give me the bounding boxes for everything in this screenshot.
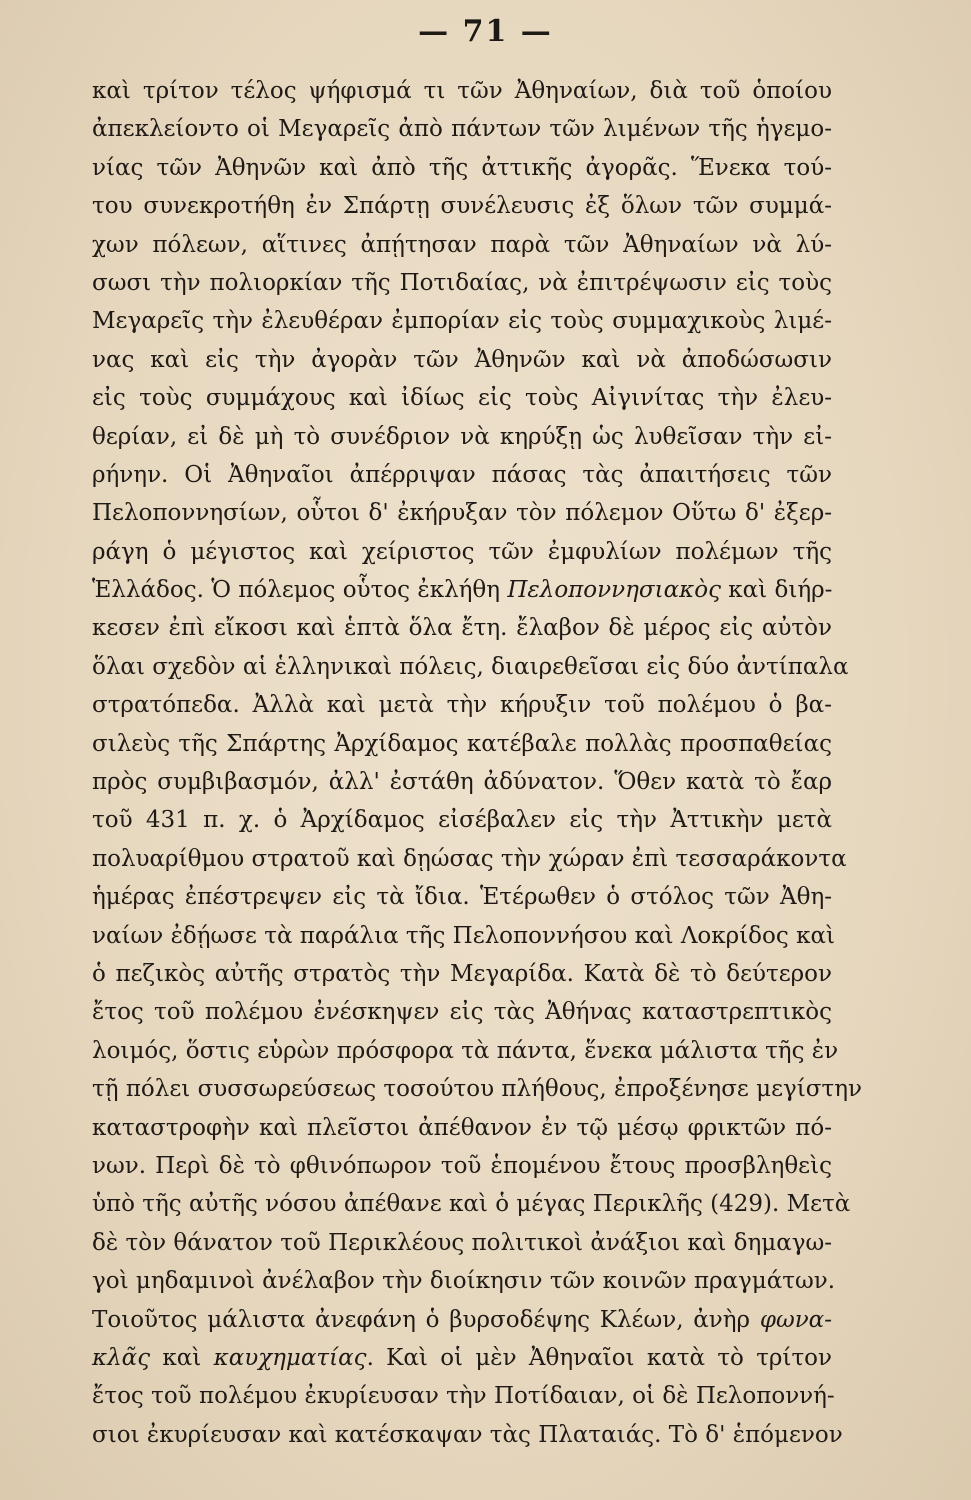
- text-line: πρὸς συμβιβασμόν, ἀλλ' ἐστάθη ἀδύνατον. Ὅθεν κατὰ τὸ ἔαρ: [92, 769, 832, 796]
- text-line: στρατόπεδα. Ἀλλὰ καὶ μετὰ τὴν κήρυξιν τοῦ πολέμου ὁ βα-: [92, 692, 832, 719]
- text-line: Ἑλλάδος. Ὁ πόλεμος οὗτος ἐκλήθη Πελοποννησιακὸς καὶ διήρ-: [92, 577, 833, 604]
- text-line: δὲ τὸν θάνατον τοῦ Περικλέους πολιτικοὶ ἀνάξιοι καὶ δημαγω-: [92, 1229, 832, 1256]
- text-line: λοιμός, ὅστις εὑρὼν πρόσφορα τὰ πάντα, ἕνεκα μάλιστα τῆς ἐν: [92, 1037, 839, 1064]
- text-line: καὶ τρίτον τέλος ψήφισμά τι τῶν Ἀθηναίων, διὰ τοῦ ὁποίου: [92, 78, 832, 104]
- text-line: ὁ πεζικὸς αὐτῆς στρατὸς τὴν Μεγαρίδα. Κατὰ δὲ τὸ δεύτερον: [92, 960, 832, 987]
- text-line: ἡμέρας ἐπέστρεψεν εἰς τὰ ἴδια. Ἑτέρωθεν ὁ στόλος τῶν Ἀθη-: [92, 884, 832, 911]
- text-line: τῇ πόλει συσσωρεύσεως τοσούτου πλήθους, ἐπροξένησε μεγίστην: [92, 1076, 862, 1103]
- text-line: νίας τῶν Ἀθηνῶν καὶ ἀπὸ τῆς ἀττικῆς ἀγορᾶς. Ἕνεκα τού-: [92, 154, 832, 181]
- text-line: καταστροφὴν καὶ πλεῖστοι ἀπέθανον ἐν τῷ μέσῳ φρικτῶν πό-: [92, 1114, 832, 1141]
- page-number: — 71 —: [418, 14, 553, 49]
- text-line: του συνεκροτήθη ἐν Σπάρτῃ συνέλευσις ἐξ ὅλων τῶν συμμά-: [92, 193, 832, 220]
- text-line: ἔτος τοῦ πολέμου ἐκυρίευσαν τὴν Ποτίδαιαν, οἱ δὲ Πελοποννή-: [92, 1383, 835, 1410]
- text-line: ρήνην. Οἱ Ἀθηναῖοι ἀπέρριψαν πάσας τὰς ἀπαιτήσεις τῶν: [92, 461, 832, 488]
- italic-term: καυχηματίας: [213, 1344, 367, 1371]
- text-line: χων πόλεων, αἵτινες ἀπῄτησαν παρὰ τῶν Ἀθηναίων νὰ λύ-: [92, 231, 832, 258]
- text-line: Πελοποννησίων, οὗτοι δ' ἐκήρυξαν τὸν πόλεμον Οὕτω δ' ἐξερ-: [92, 500, 832, 527]
- italic-term: φωνα-: [759, 1306, 832, 1333]
- text-line: ράγη ὁ μέγιστος καὶ χείριστος τῶν ἐμφυλίων πολέμων τῆς: [92, 538, 832, 565]
- italic-term: Πελοποννησιακὸς: [507, 577, 721, 604]
- text-line: σιοι ἐκυρίευσαν καὶ κατέσκαψαν τὰς Πλαταιάς. Τὸ δ' ἑπόμενον: [92, 1421, 843, 1448]
- text-line: ἀπεκλείοντο οἱ Μεγαρεῖς ἀπὸ πάντων τῶν λιμένων τῆς ἡγεμο-: [92, 116, 832, 143]
- text-line: Μεγαρεῖς τὴν ἐλευθέραν ἐμπορίαν εἰς τοὺς συμμαχικοὺς λιμέ-: [92, 308, 832, 335]
- text-line: ὑπὸ τῆς αὐτῆς νόσου ἀπέθανε καὶ ὁ μέγας Περικλῆς (429). Μετὰ: [92, 1191, 851, 1218]
- text-line: πολυαρίθμου στρατοῦ καὶ δῃώσας τὴν χώραν ἐπὶ τεσσαράκοντα: [92, 845, 847, 872]
- text-line: ἔτος τοῦ πολέμου ἐνέσκηψεν εἰς τὰς Ἀθήνας καταστρεπτικὸς: [92, 999, 832, 1026]
- text-line: εἰς τοὺς συμμάχους καὶ ἰδίως εἰς τοὺς Αἰγινίτας τὴν ἐλευ-: [92, 385, 832, 412]
- text-line: θερίαν, εἰ δὲ μὴ τὸ συνέδριον νὰ κηρύξῃ ὡς λυθεῖσαν τὴν εἰ-: [92, 423, 832, 450]
- text-line: Τοιοῦτος μάλιστα ἀνεφάνη ὁ βυρσοδέψης Κλέων, ἀνὴρ φωνα-: [92, 1306, 832, 1333]
- text-line: κεσεν ἐπὶ εἴκοσι καὶ ἑπτὰ ὅλα ἔτη. ἔλαβον δὲ μέρος εἰς αὐτὸν: [92, 615, 832, 642]
- text-line: νων. Περὶ δὲ τὸ φθινόπωρον τοῦ ἑπομένου ἔτους προσβληθεὶς: [92, 1152, 832, 1179]
- text-line: σωσι τὴν πολιορκίαν τῆς Ποτιδαίας, νὰ ἐπιτρέψωσιν εἰς τοὺς: [92, 269, 832, 296]
- body-text: [92, 72, 862, 1454]
- italic-term: κλᾶς: [92, 1344, 151, 1371]
- text-line: κλᾶς καὶ καυχηματίας. Καὶ οἱ μὲν Ἀθηναῖοι κατὰ τὸ τρίτον: [92, 1344, 833, 1371]
- text-line: σιλεὺς τῆς Σπάρτης Ἀρχίδαμος κατέβαλε πολλὰς προσπαθείας: [92, 730, 832, 757]
- text-line: ὅλαι σχεδὸν αἱ ἑλληνικαὶ πόλεις, διαιρεθεῖσαι εἰς δύο ἀντίπαλα: [92, 653, 849, 680]
- text-line: ναίων ἐδῄωσε τὰ παράλια τῆς Πελοποννήσου καὶ Λοκρίδος καὶ: [92, 922, 835, 949]
- text-line: γοὶ μηδαμινοὶ ἀνέλαβον τὴν διοίκησιν τῶν κοινῶν πραγμάτων.: [92, 1268, 836, 1295]
- text-line: τοῦ 431 π. χ. ὁ Ἀρχίδαμος εἰσέβαλεν εἰς τὴν Ἀττικὴν μετὰ: [92, 807, 832, 834]
- text-line: νας καὶ εἰς τὴν ἀγορὰν τῶν Ἀθηνῶν καὶ νὰ ἀποδώσωσιν: [92, 346, 832, 373]
